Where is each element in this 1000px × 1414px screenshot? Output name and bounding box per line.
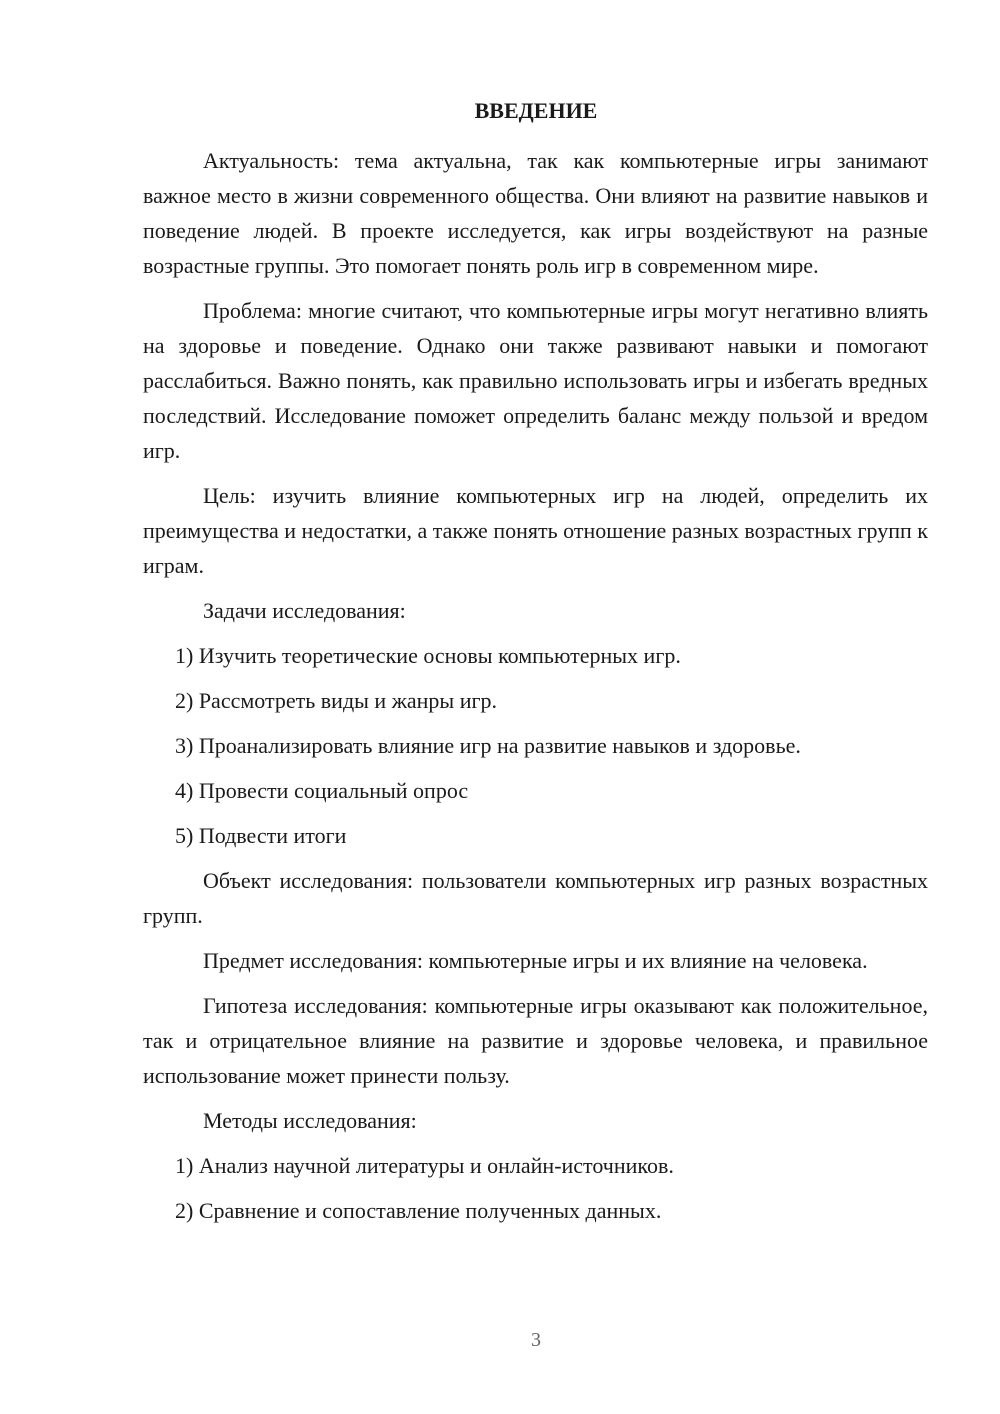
document-body xyxy=(143,143,928,1238)
list-item: 1) Изучить теоретические основы компьютерных игр. xyxy=(175,643,681,668)
methods-heading: Методы исследования: xyxy=(203,1108,417,1133)
section-title: ВВЕДЕНИЕ xyxy=(474,98,598,123)
tasks-heading: Задачи исследования: xyxy=(203,598,406,623)
paragraph-problem: Проблема: многие считают, что компьютерные игры могут негативно влиять на здоровье и поведение. Однако они также развивают навыки и помогают расслабиться. Важно понять, как правильно использовать игры и избегать вредных последствий. Исследование поможет определить баланс между пользой и вредом игр. xyxy=(143,298,928,463)
page-number: 3 xyxy=(531,1329,541,1351)
list-item: 2) Рассмотреть виды и жанры игр. xyxy=(175,688,498,713)
list-item: 3) Проанализировать влияние игр на развитие навыков и здоровье. xyxy=(175,733,801,758)
paragraph-hypothesis: Гипотеза исследования: компьютерные игры оказывают как положительное, так и отрицательное влияние на развитие и здоровье человека, и правильное использование может принести пользу. xyxy=(143,993,928,1088)
list-item: 5) Подвести итоги xyxy=(175,823,347,848)
list-item: 1) Анализ научной литературы и онлайн-источников. xyxy=(175,1153,674,1178)
paragraph-subject: Предмет исследования: компьютерные игры и их влияние на человека. xyxy=(203,948,868,973)
list-item: 2) Сравнение и сопоставление полученных данных. xyxy=(175,1198,662,1223)
tasks-list xyxy=(143,638,928,853)
paragraph-relevance: Актуальность: тема актуальна, так как компьютерные игры занимают важное место в жизни современного общества. Они влияют на развитие навыков и поведение людей. В проекте исследуется, как игры воздействуют на разные возрастные группы. Это помогает понять роль игр в современном мире. xyxy=(143,148,928,278)
paragraph-object: Объект исследования: пользователи компьютерных игр разных возрастных групп. xyxy=(143,868,928,928)
list-item: 4) Провести социальный опрос xyxy=(175,778,469,803)
paragraph-goal: Цель: изучить влияние компьютерных игр на людей, определить их преимущества и недостатки, а также понять отношение разных возрастных групп к играм. xyxy=(143,483,928,578)
methods-list xyxy=(143,1148,928,1228)
